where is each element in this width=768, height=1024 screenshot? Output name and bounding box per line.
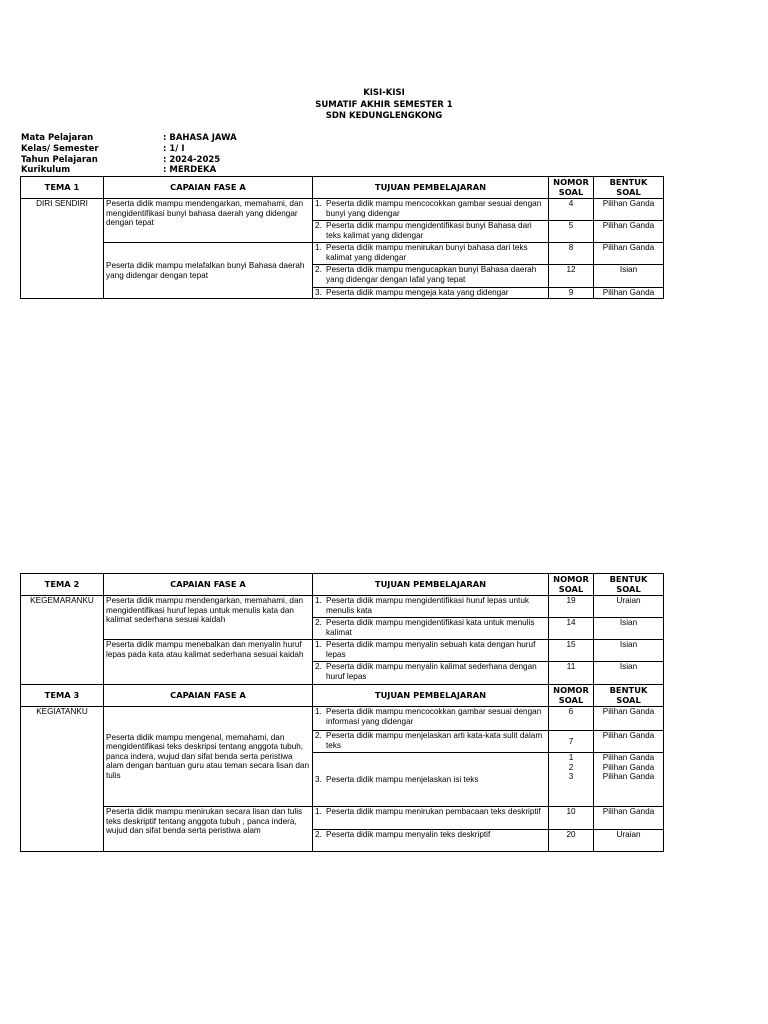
nomor-cell: 7 [549, 731, 594, 753]
nomor-cell: 4 [549, 199, 594, 221]
tujuan-cell: 2. Peserta didik mampu menyalin kalimat sederhana dengan huruf lepas [313, 662, 549, 685]
meta-label: Mata Pelajaran [21, 133, 94, 143]
tujuan-cell: 3. Peserta didik mampu menjelaskan isi teks [313, 753, 549, 807]
table-row [21, 596, 664, 618]
capaian-cell: Peserta didik mampu mendengarkan, memahami, dan mengidentifikasi bunyi bahasa daerah yang didengar dengan tepat [104, 199, 313, 243]
bentuk-cell: Pilihan Ganda [594, 221, 664, 243]
bentuk-cell: Pilihan Ganda [594, 707, 664, 731]
nomor-cell: 6 [549, 707, 594, 731]
nomor-cell: 8 [549, 243, 594, 265]
nomor-cell: 14 [549, 618, 594, 640]
bentuk-cell: Isian [594, 618, 664, 640]
meta-value: : 1/ I [163, 143, 185, 154]
tujuan-cell: 2. Peserta didik mampu mengucapkan bunyi Bahasa daerah yang didengar dengan lafal yang tepat [313, 265, 549, 288]
meta-label: Kurikulum [21, 165, 71, 176]
bentuk-cell: Isian [594, 640, 664, 662]
table-row [21, 243, 664, 265]
nomor-header: NOMOR SOAL [549, 574, 594, 596]
meta-label: Tahun Pelajaran [21, 154, 98, 165]
capaian-cell: Peserta didik mampu menebalkan dan menyalin huruf lepas pada kata atau kalimat sederhana sesuai kaidah [104, 640, 313, 685]
bentuk-value: Pilihan Ganda [602, 762, 655, 772]
tujuan-header: TUJUAN PEMBELAJARAN [313, 574, 549, 596]
capaian-header: CAPAIAN FASE A [104, 177, 313, 199]
bentuk-value: Pilihan Ganda [602, 753, 655, 762]
bentuk-cell: Pilihan Ganda [594, 807, 664, 830]
tema-name: KEGEMARANKU [21, 596, 104, 685]
tema-header: TEMA 3 [21, 685, 104, 707]
bentuk-cell: Isian [594, 662, 664, 685]
table-row [21, 640, 664, 662]
bentuk-header: BENTUK SOAL [594, 574, 664, 596]
tujuan-header: TUJUAN PEMBELAJARAN [313, 177, 549, 199]
table-row [21, 707, 664, 731]
bentuk-cell: Pilihan Ganda [594, 288, 664, 299]
title-sumatif: SUMATIF AKHIR SEMESTER 1 [315, 99, 453, 110]
tujuan-cell: 3. Peserta didik mampu mengeja kata yang didengar [313, 288, 549, 299]
nomor-cell: 20 [549, 830, 594, 852]
meta-value: : 2024-2025 [163, 154, 221, 165]
bentuk-cell: Pilihan Ganda [594, 731, 664, 753]
bentuk-header: BENTUK SOAL [594, 685, 664, 707]
table-row [21, 807, 664, 830]
tujuan-cell: 2. Peserta didik mampu menyalin teks deskriptif [313, 830, 549, 852]
capaian-cell: Peserta didik mampu menirukan secara lisan dan tulis teks deskriptif tentang anggota tubuh , panca indera, wujud dan sifat benda serta peristiwa alam [104, 807, 313, 852]
title-school: SDN KEDUNGLENGKONG [325, 111, 443, 121]
nomor-value: 2 [568, 762, 574, 772]
tujuan-cell: 1. Peserta didik mampu mengidentifikasi huruf lepas untuk menulis kata [313, 596, 549, 618]
tujuan-cell: 1. Peserta didik mampu menyalin sebuah kata dengan huruf lepas [313, 640, 549, 662]
bentuk-header: BENTUK SOAL [594, 177, 664, 199]
bentuk-cell [594, 753, 664, 807]
nomor-value: 3 [568, 772, 574, 782]
table-row [21, 199, 664, 221]
nomor-cell: 9 [549, 288, 594, 299]
bentuk-cell: Pilihan Ganda [594, 199, 664, 221]
capaian-cell: Peserta didik mampu mendengarkan, memahami, dan mengidentifikasi huruf lepas untuk menulis kata dan kalimat sederhana sesuai kaidah [104, 596, 313, 640]
tujuan-cell: 1. Peserta didik mampu menirukan pembacaan teks deskriptif [313, 807, 549, 830]
capaian-cell: Peserta didik mampu mengenal, memahami, dan mengidentifikasi teks deskripsi tentang anggota tubuh, panca indera, wujud dan sifat benda serta peristiwa alam dengan bantuan guru atau teman secara lisan dan tulis [104, 707, 313, 807]
meta-label: Kelas/ Semester [21, 143, 99, 154]
meta-value: : BAHASA JAWA [163, 133, 237, 143]
nomor-cell: 5 [549, 221, 594, 243]
title-kisi-kisi: KISI-KISI [363, 88, 405, 98]
capaian-cell: Peserta didik mampu melafalkan bunyi Bahasa daerah yang didengar dengan tepat [104, 243, 313, 299]
bentuk-cell: Isian [594, 265, 664, 288]
bentuk-cell: Pilihan Ganda [594, 243, 664, 265]
tema-header: TEMA 1 [21, 177, 104, 199]
tema-name: KEGIATANKU [21, 707, 104, 852]
tujuan-header: TUJUAN PEMBELAJARAN [313, 685, 549, 707]
tujuan-cell: 2. Peserta didik mampu mengidentifikasi kata untuk menulis kalimat [313, 618, 549, 640]
kisi-kisi-table-tema1 [20, 176, 664, 299]
nomor-cell: 15 [549, 640, 594, 662]
nomor-header: NOMOR SOAL [549, 685, 594, 707]
nomor-cell: 12 [549, 265, 594, 288]
capaian-header: CAPAIAN FASE A [104, 574, 313, 596]
kisi-kisi-table-tema2-3 [20, 573, 664, 852]
bentuk-cell: Uraian [594, 830, 664, 852]
bentuk-value: Pilihan Ganda [602, 772, 655, 782]
bentuk-cell: Uraian [594, 596, 664, 618]
table-header-row [21, 177, 664, 199]
tujuan-cell: 1. Peserta didik mampu menirukan bunyi bahasa dari teks kalimat yang didengar [313, 243, 549, 265]
capaian-header: CAPAIAN FASE A [104, 685, 313, 707]
tujuan-cell: 1. Peserta didik mampu mencocokkan gambar sesuai dengan informasi yang didengar [313, 707, 549, 731]
nomor-header: NOMOR SOAL [549, 177, 594, 199]
nomor-cell [549, 753, 594, 807]
tujuan-cell: 2. Peserta didik mampu mengidentifikasi bunyi Bahasa dari teks kalimat yang didengar [313, 221, 549, 243]
meta-value: : MERDEKA [163, 165, 217, 176]
table-header-row [21, 574, 664, 596]
tema-header: TEMA 2 [21, 574, 104, 596]
document-title [0, 88, 768, 123]
nomor-cell: 10 [549, 807, 594, 830]
nomor-cell: 19 [549, 596, 594, 618]
table-header-row [21, 685, 664, 707]
tema-name: DIRI SENDIRI [21, 199, 104, 299]
nomor-cell: 11 [549, 662, 594, 685]
nomor-value: 1 [568, 753, 574, 762]
tujuan-cell: 1. Peserta didik mampu mencocokkan gambar sesuai dengan bunyi yang didengar [313, 199, 549, 221]
tujuan-cell: 2. Peserta didik mampu menjelaskan arti kata-kata sulit dalam teks [313, 731, 549, 753]
